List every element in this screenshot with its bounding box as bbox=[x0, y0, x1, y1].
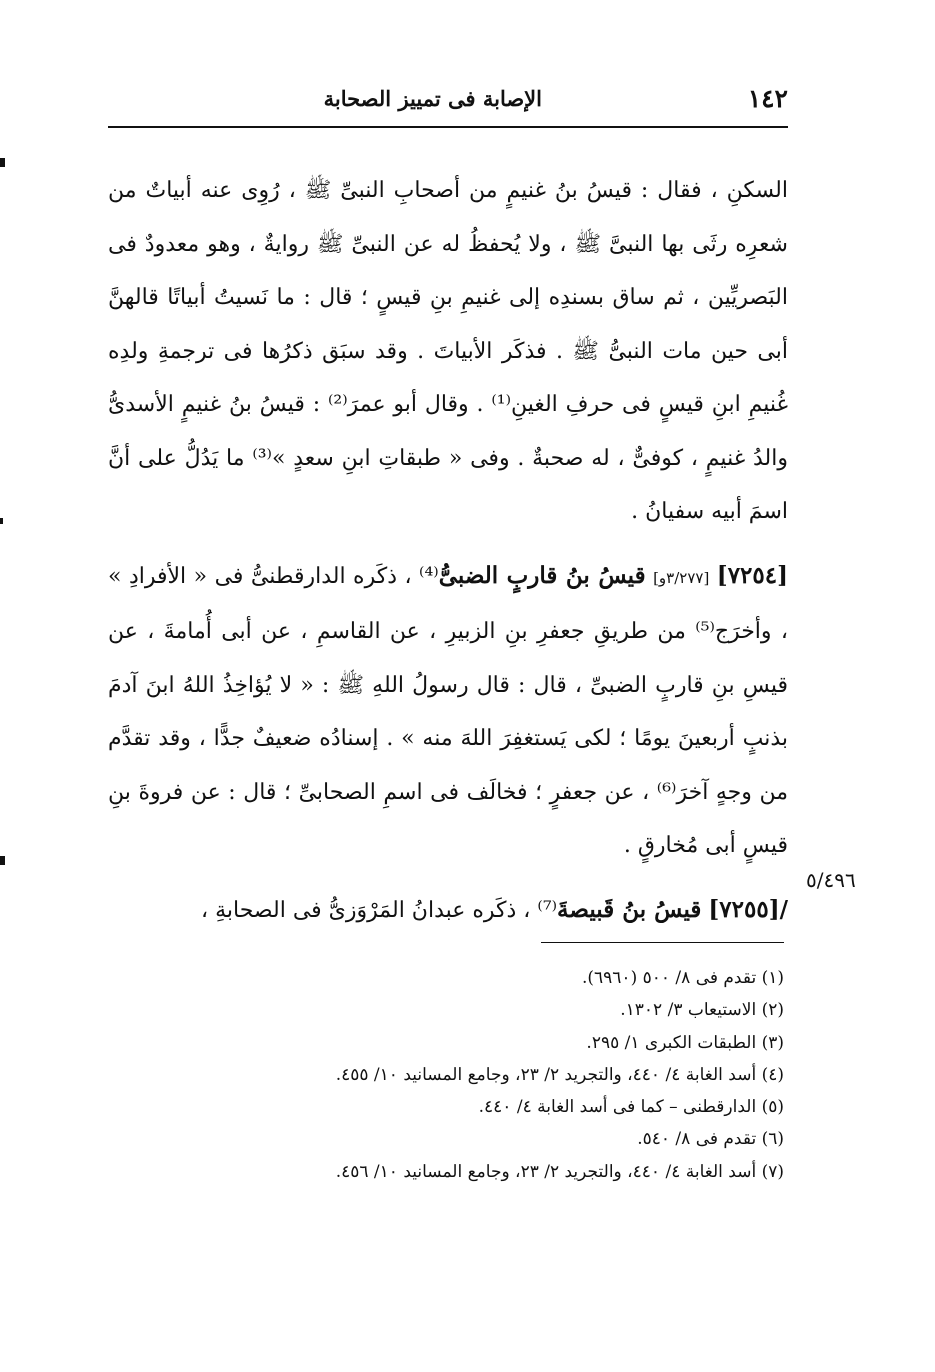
entry-7255 bbox=[108, 883, 788, 938]
entry-name: قيسُ بنُ قَبيصةَ bbox=[557, 895, 702, 923]
scan-mark bbox=[0, 518, 3, 524]
footnote: (٥) الدارقطنى – كما فى أسد الغابة ٤/ ٤٤٠. bbox=[478, 1097, 784, 1118]
entry-7254 bbox=[108, 549, 788, 873]
entry-name: قيسُ بنُ قاربٍ الضبىُّ bbox=[438, 561, 646, 589]
margin-volume-page-reference: ٥/٤٩٦ bbox=[806, 868, 856, 892]
footnote: (٣) الطبقات الكبرى ١/ ٢٩٥. bbox=[586, 1032, 784, 1053]
header-rule bbox=[108, 126, 788, 128]
entry-number: [٧٢٥٤] bbox=[716, 561, 788, 589]
footnote: (٧) أسد الغابة ٤/ ٤٤٠، والتجريد ٢/ ٢٣، وجامع المسانيد ١٠/ ٤٥٦. bbox=[335, 1161, 784, 1182]
scan-mark bbox=[0, 158, 5, 167]
entry-text: ⁽⁷⁾ ، ذكَره عبدانُ المَرْوَزىُّ فى الصحابةِ ، bbox=[201, 897, 558, 923]
page-header bbox=[108, 82, 788, 118]
running-title: الإصابة فى تمييز الصحابة bbox=[323, 86, 542, 111]
entry-number: /[٧٢٥٥] bbox=[708, 895, 788, 923]
footnote: (٤) أسد الغابة ٤/ ٤٤٠، والتجريد ٢/ ٢٣، وجامع المسانيد ١٠/ ٤٥٥. bbox=[335, 1064, 784, 1085]
paragraph-qays-ibn-ghunaym: السكنِ ، فقال : قيسُ بنُ غنيمٍ من أصحابِ النبىِّ ﷺ ، رُوِى عنه أبياتٌ من شعرِه رثَى بها النبىَّ ﷺ ، ولا يُحفظُ له عن النبىِّ ﷺ روايةٌ ، وهو معدودٌ فى البَصريِّين ، ثم ساق بسندِه إلى غنيمِ بنِ قيسٍ ؛ قال : ما نَسيتُ أبياتًا قالهنَّ أبى حين مات النبىُّ ﷺ . فذكَر الأبياتَ . وقد سبَق ذكرُها فى ترجمةِ ولدِه غُنيمِ ابنِ قيسٍ فى حرفِ الغينِ⁽¹⁾ . وقال أبو عمرَ⁽²⁾ : قيسُ بنُ غنيمٍ الأسدىُّ والدُ غنيمٍ ، كوفىٌّ ، له صحبةٌ . وفى « طبقاتِ ابنِ سعدٍ »⁽³⁾ ما يَدُلُّ على أنَّ اسمَ أبيه سفيانُ . bbox=[108, 178, 788, 524]
page-number: ١٤٢ bbox=[747, 84, 788, 113]
footnote: (١) تقدم فى ٨/ ٥٠٠ (٦٩٦٠). bbox=[581, 968, 784, 988]
scan-mark bbox=[0, 856, 5, 865]
footnote-rule bbox=[541, 942, 784, 943]
main-text bbox=[108, 164, 788, 937]
entry-text: ⁽⁴⁾ ، ذكَره الدارقطنىُّ فى « الأفرادِ » ، وأخرَج⁽⁵⁾ من طريقِ جعفرِ بنِ الزبيرِ ، عن القاسمِ ، عن أبى أُمامةَ ، عن قيسِ بنِ قاربٍ الضبىِّ ، قال : قال رسولُ اللهِ ﷺ : « لا يُؤاخِذُ اللهُ ابنَ آدمَ بذنبٍ أربعينَ يومًا ؛ لكى يَستغفِرَ اللهَ منه » . إسنادُه ضعيفٌ جدًّا ، وقد تقدَّم من وجهٍ آخرَ⁽⁶⁾ ، عن جعفرٍ ؛ فخالَف فى اسمِ الصحابىِّ ؛ قال : عن فروةَ بنِ قيسٍ أبى مُخارقٍ . bbox=[108, 563, 788, 858]
footnote: (٦) تقدم فى ٨/ ٥٤٠. bbox=[637, 1129, 784, 1150]
footnotes bbox=[108, 962, 784, 1188]
footnote: (٢) الاستيعاب ٣/ ١٣٠٢. bbox=[620, 1000, 784, 1021]
manuscript-reference: [٣/٢٧٧و] bbox=[653, 568, 710, 587]
